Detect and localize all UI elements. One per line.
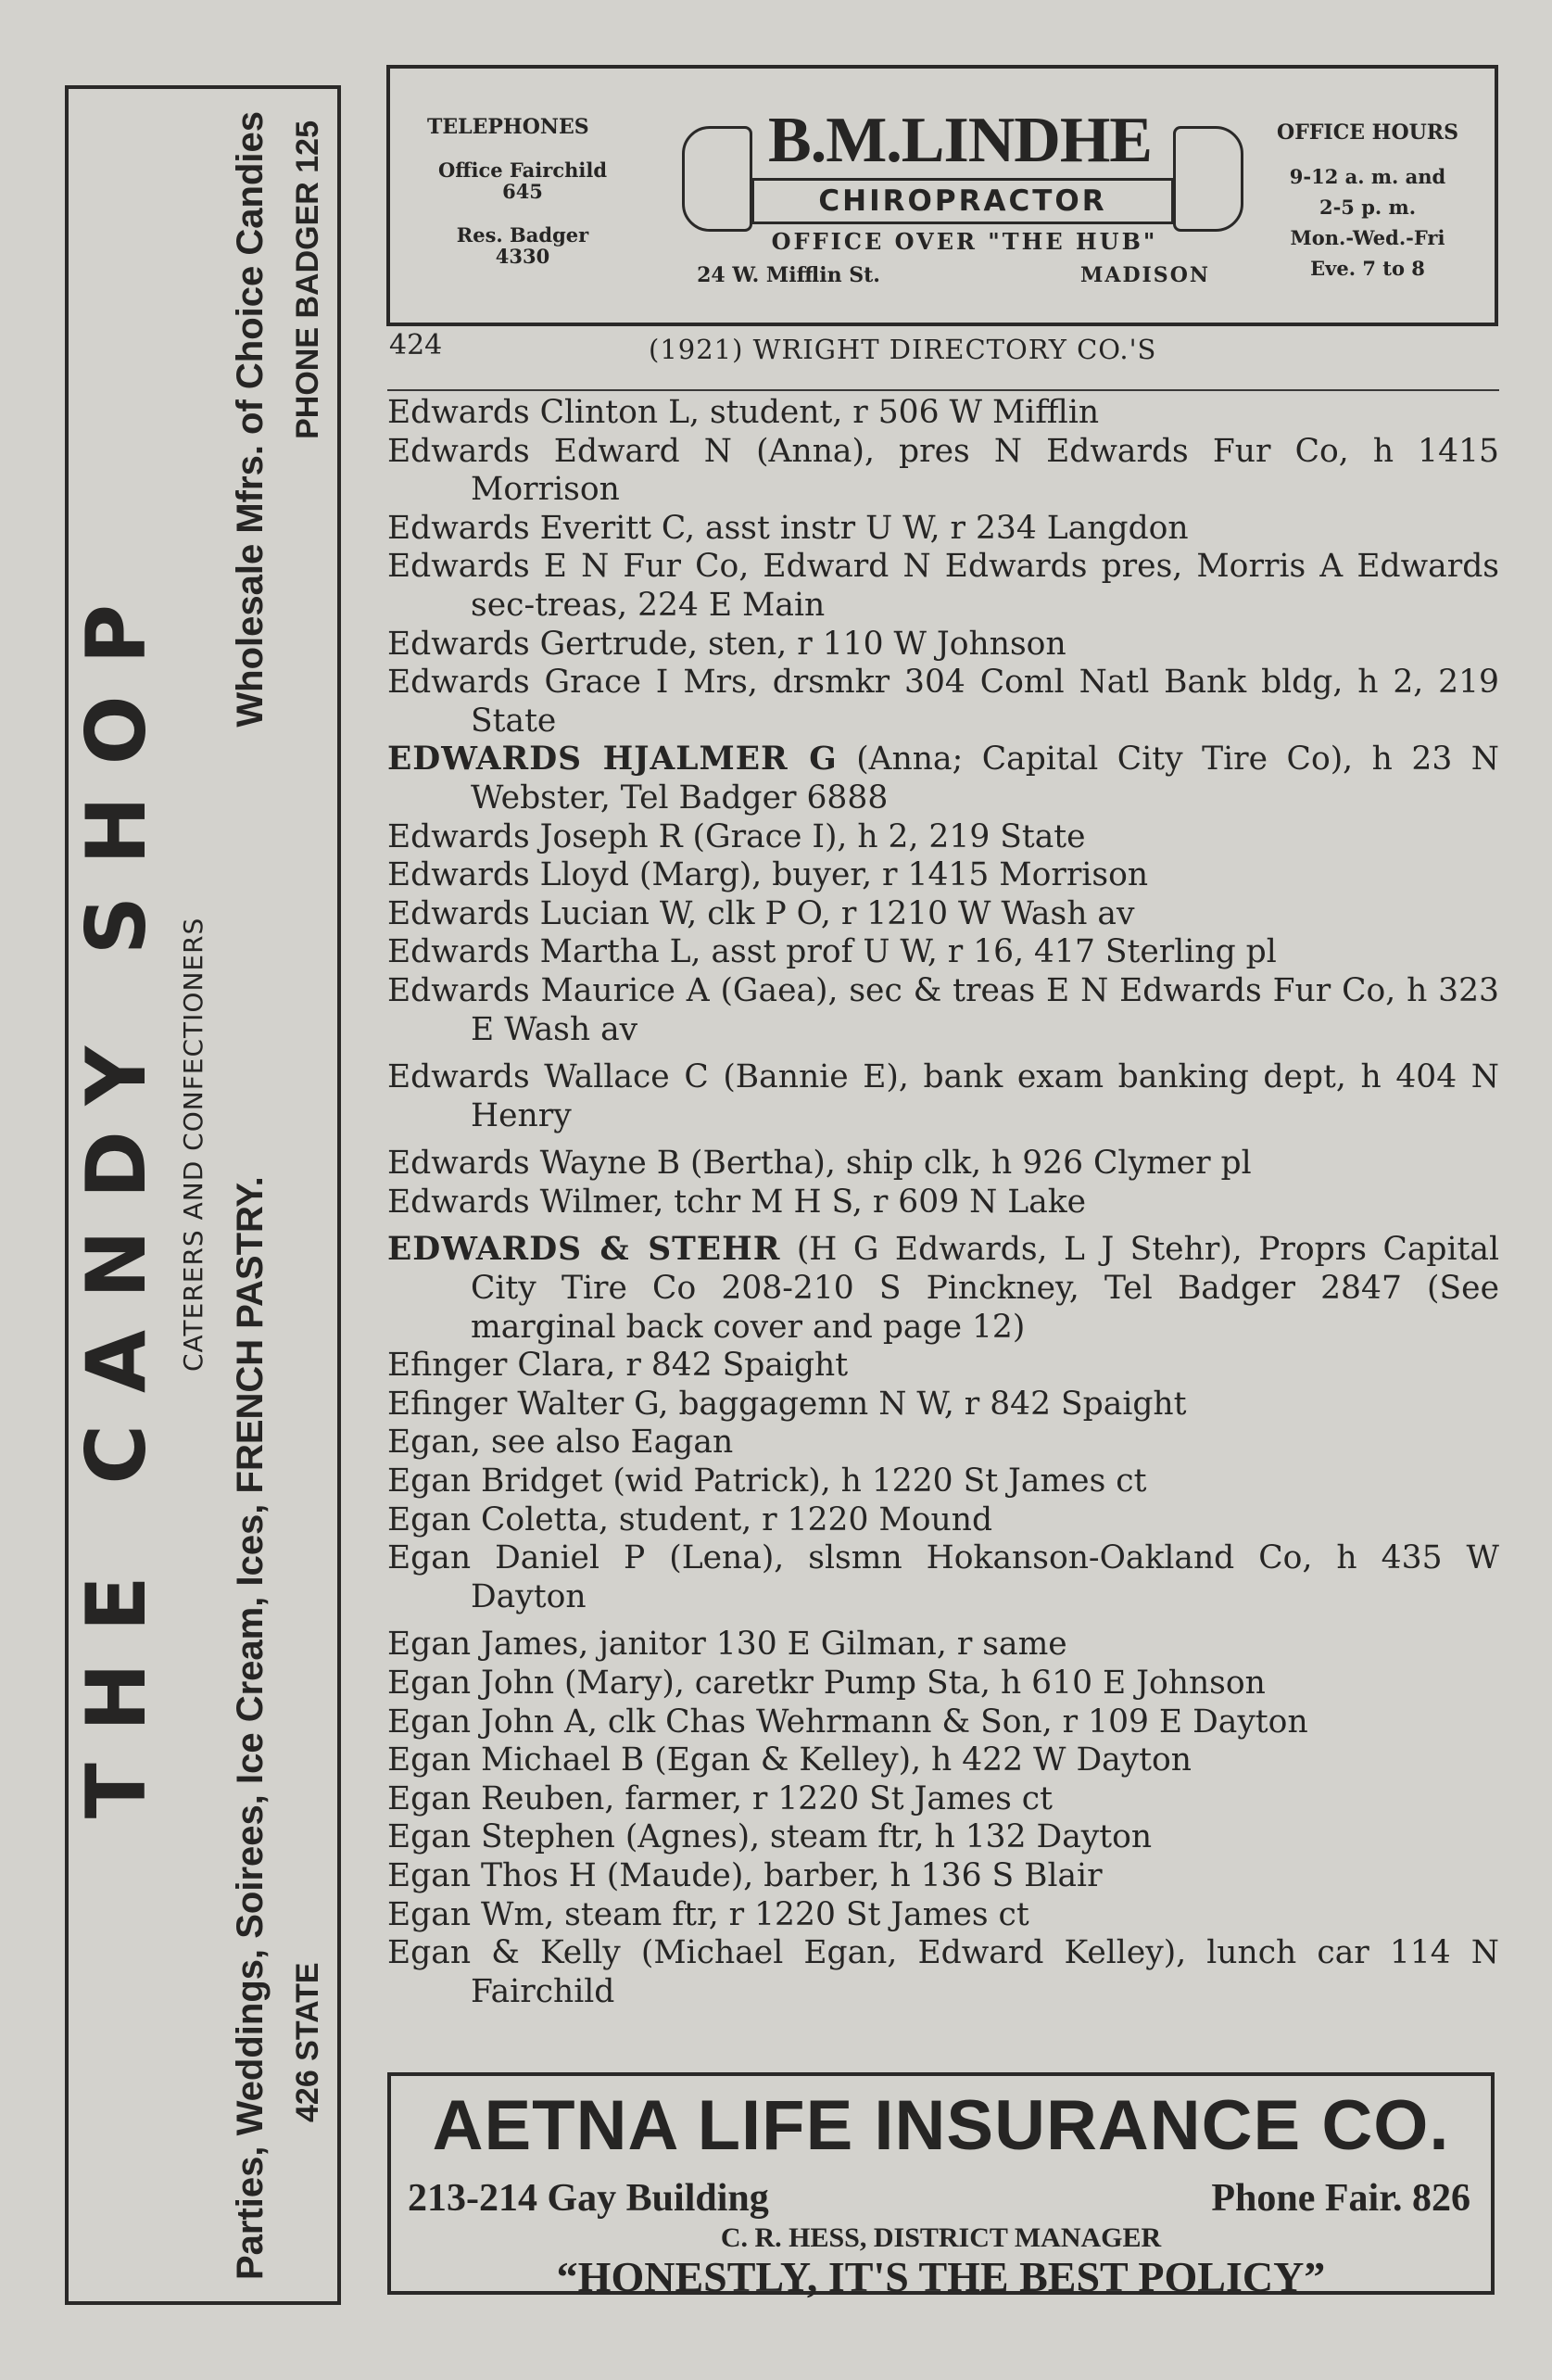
- scroll-ornament-right: [1173, 126, 1243, 232]
- entry-text: Edwards Maurice A (Gaea), sec & treas E N Edwards Fur Co, h 323 E Wash av: [387, 971, 1499, 1048]
- directory-entry: [387, 818, 1499, 857]
- hours-line: Eve. 7 to 8: [1310, 257, 1425, 280]
- entry-text: Egan Thos H (Maude), barber, h 136 S Blair: [387, 1856, 1103, 1894]
- entry-text: Efinger Clara, r 842 Spaight: [387, 1347, 849, 1385]
- directory-entry: [387, 1231, 1499, 1347]
- entry-text: Egan Coletta, student, r 1220 Mound: [387, 1500, 993, 1538]
- directory-entry: [387, 1539, 1499, 1616]
- directory-entry: [387, 510, 1499, 549]
- entry-text: Edwards Wilmer, tchr M H S, r 609 N Lake: [387, 1183, 1087, 1221]
- directory-entry: [387, 1934, 1499, 2011]
- candy-shop-subtitle: CATERERS AND CONFECTIONERS: [177, 917, 208, 1372]
- directory-entry: [387, 741, 1499, 817]
- entry-text: Egan Reuben, farmer, r 1220 St James ct: [387, 1779, 1053, 1817]
- entry-text: Edwards Clinton L, student, r 506 W Mifflin: [387, 394, 1100, 431]
- candy-shop-address: 426 STATE: [290, 1961, 326, 2122]
- directory-entry: [387, 856, 1499, 895]
- entry-text: Edwards Edward N (Anna), pres N Edwards Fur Co, h 1415 Morrison: [387, 432, 1499, 509]
- entry-bold-name: EDWARDS & STEHR: [387, 1231, 781, 1269]
- entry-text: Edwards E N Fur Co, Edward N Edwards pres, Morris A Edwards sec-treas, 224 E Main: [387, 548, 1499, 624]
- office-hours: [1252, 161, 1483, 284]
- directory-entry: [387, 626, 1499, 665]
- entry-text: Egan John (Mary), caretkr Pump Sta, h 610 E Johnson: [387, 1665, 1266, 1702]
- directory-entry: [387, 1145, 1499, 1184]
- residence-phone: [435, 224, 611, 267]
- directory-entry: [387, 1857, 1499, 1896]
- entry-text: Egan Michael B (Egan & Kelley), h 422 W Dayton: [387, 1741, 1192, 1779]
- directory-entry: [387, 1818, 1499, 1857]
- directory-entry: [387, 433, 1499, 510]
- office-phone-number: 645: [502, 180, 543, 203]
- directory-entry: [387, 1703, 1499, 1742]
- chiropractor-advertisement: [386, 65, 1498, 326]
- directory-entry: [387, 664, 1499, 741]
- directory-entry: [387, 1386, 1499, 1424]
- candy-shop-wholesale: Wholesale Mfrs. of Choice Candies: [229, 110, 271, 728]
- directory-entry: [387, 1741, 1499, 1780]
- aetna-advertisement: [387, 2072, 1495, 2300]
- aetna-slogan: “HONESTLY, IT'S THE BEST POLICY”: [556, 2253, 1326, 2300]
- aetna-phone: Phone Fair. 826: [1211, 2177, 1470, 2220]
- aetna-manager: C. R. HESS, DISTRICT MANAGER: [720, 2222, 1162, 2253]
- entry-text: Efinger Walter G, baggagemn N W, r 842 Spaight: [387, 1385, 1187, 1423]
- directory-entry: [387, 972, 1499, 1049]
- directory-entry: [387, 394, 1499, 433]
- entry-text: Edwards Joseph R (Grace I), h 2, 219 State: [387, 817, 1086, 855]
- entry-text: Egan James, janitor 130 E Gilman, r same: [387, 1626, 1067, 1664]
- directory-entry: [387, 1665, 1499, 1703]
- directory-entry: [387, 1896, 1499, 1935]
- entry-text: Edwards Gertrude, sten, r 110 W Johnson: [387, 625, 1066, 663]
- entry-text: Egan Bridget (wid Patrick), h 1220 St James ct: [387, 1462, 1147, 1500]
- directory-entry: [387, 1424, 1499, 1462]
- entry-text: Egan & Kelly (Michael Egan, Edward Kelley), lunch car 114 N Fairchild: [387, 1934, 1499, 2010]
- entry-text: Edwards Grace I Mrs, drsmkr 304 Coml Natl Bank bldg, h 2, 219 State: [387, 664, 1499, 740]
- entry-text: Egan, see also Eagan: [387, 1424, 734, 1462]
- residence-phone-label: Res. Badger: [456, 223, 589, 247]
- aetna-company-name: AETNA LIFE INSURANCE CO.: [432, 2086, 1450, 2165]
- entry-text: Egan Wm, steam ftr, r 1220 St James ct: [387, 1895, 1029, 1933]
- entry-text: Edwards Lucian W, clk P O, r 1210 W Wash av: [387, 894, 1135, 932]
- directory-entry: [387, 895, 1499, 934]
- entry-text: Egan Daniel P (Lena), slsmn Hokanson-Oakland Co, h 435 W Dayton: [387, 1539, 1499, 1615]
- candy-shop-services: Parties, Weddings, Soirees, Ice Cream, Ices, FRENCH PASTRY.: [229, 1175, 271, 2280]
- residence-phone-number: 4330: [495, 245, 550, 268]
- entry-text: Egan Stephen (Agnes), steam ftr, h 132 Dayton: [387, 1818, 1153, 1856]
- candy-shop-advertisement: [65, 85, 341, 2305]
- office-phone-label: Office Fairchild: [437, 158, 608, 182]
- directory-entry: [387, 933, 1499, 972]
- entry-text: Edwards Everitt C, asst instr U W, r 234 Langdon: [387, 509, 1189, 547]
- profession-banner: CHIROPRACTOR: [751, 178, 1174, 224]
- office-location: OFFICE OVER "THE HUB": [771, 228, 1158, 255]
- chiropractor-name: B.M.LINDHE: [768, 105, 1152, 176]
- hours-line: 9-12 a. m. and: [1289, 165, 1446, 188]
- aetna-address: 213-214 Gay Building: [408, 2177, 769, 2220]
- entry-bold-name: EDWARDS HJALMER G: [387, 741, 838, 779]
- page-title: (1921) WRIGHT DIRECTORY CO.'S: [649, 334, 1157, 365]
- directory-entry: [387, 1347, 1499, 1386]
- hours-line: 2-5 p. m.: [1319, 196, 1417, 219]
- office-phone: [435, 159, 611, 202]
- entry-text: Egan John A, clk Chas Wehrmann & Son, r 109 E Dayton: [387, 1703, 1308, 1741]
- city-name: MADISON: [1080, 263, 1210, 287]
- entry-text: Edwards Lloyd (Marg), buyer, r 1415 Morrison: [387, 856, 1149, 894]
- entry-text: (H G Edwards, L J Stehr), Proprs Capital City Tire Co 208-210 S Pinckney, Tel Badger 2847 (See marginal back cover and page 12): [471, 1231, 1499, 1346]
- entry-text: Edwards Martha L, asst prof U W, r 16, 417 Sterling pl: [387, 933, 1277, 971]
- directory-entry: [387, 1780, 1499, 1819]
- candy-shop-phone: PHONE BADGER 125: [290, 120, 326, 439]
- directory-entry: [387, 1058, 1499, 1135]
- telephones-heading: TELEPHONES: [427, 115, 589, 139]
- candy-shop-title: THE CANDY SHOP: [69, 572, 164, 1818]
- entry-text: Edwards Wallace C (Bannie E), bank exam banking dept, h 404 N Henry: [387, 1058, 1499, 1134]
- directory-entry: [387, 548, 1499, 625]
- directory-entry: [387, 1626, 1499, 1665]
- street-address: 24 W. Mifflin St.: [697, 263, 880, 287]
- page-number: 424: [389, 329, 443, 361]
- header-rule: [387, 389, 1499, 391]
- directory-entry: [387, 1462, 1499, 1501]
- office-hours-heading: OFFICE HOURS: [1277, 120, 1458, 145]
- directory-entry: [387, 1501, 1499, 1540]
- directory-entry: [387, 1184, 1499, 1222]
- entry-text: (Anna; Capital City Tire Co), h 23 N Webster, Tel Badger 6888: [471, 741, 1499, 817]
- hours-line: Mon.-Wed.-Fri: [1290, 226, 1445, 249]
- directory-listings: [387, 394, 1499, 2011]
- entry-text: Edwards Wayne B (Bertha), ship clk, h 926 Clymer pl: [387, 1145, 1252, 1183]
